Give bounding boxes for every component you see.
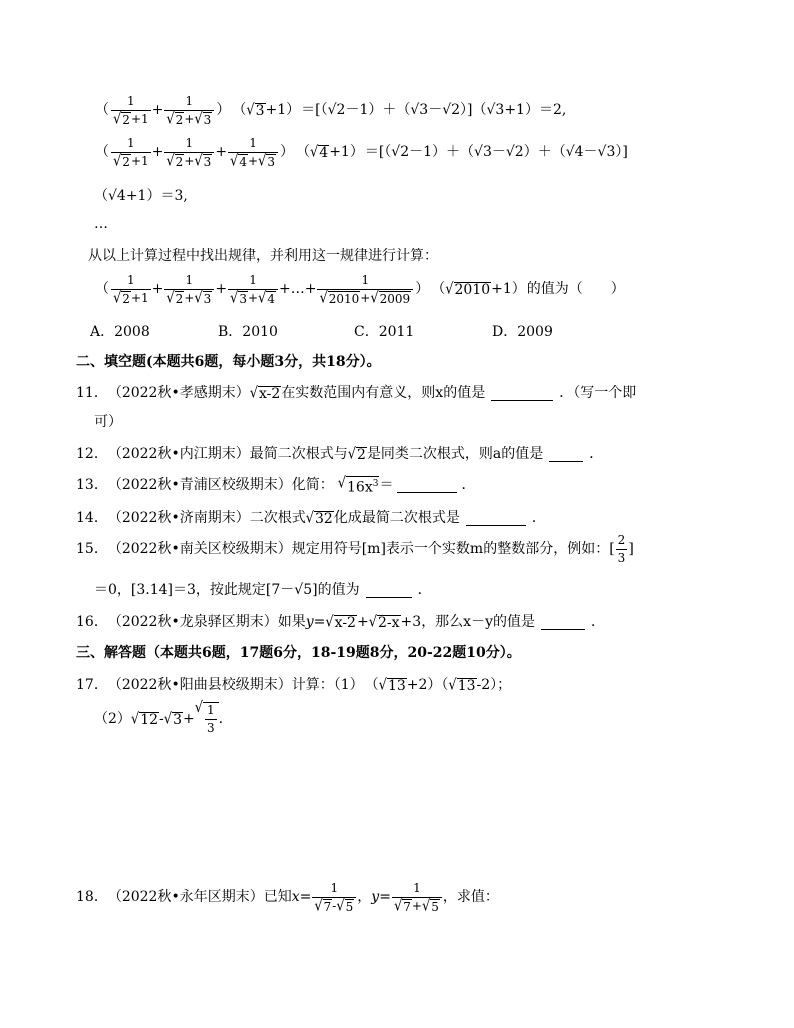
fraction: 1 √ 2 +1 [113, 135, 149, 170]
section-3-heading: 三、解答题（本题共6题，17题6分，18-19题8分，20-22题10分）。 [76, 645, 521, 661]
q10-tail: 的值为（ ） [526, 281, 625, 297]
q14-text-2: 化成最简二次根式是 [333, 510, 460, 526]
fraction: 1 √ 3 + √ 4 [228, 273, 278, 306]
q18-text: 已知 [263, 889, 292, 905]
q14-tail: ． [531, 510, 546, 526]
q13-number: 13． [76, 477, 108, 493]
q16-source: （2022秋•龙泉驿区期末） [107, 614, 278, 630]
question-15: 15． （2022秋•南关区校级期末） 规定用符号[m]表示一个实数m的整数部分，例如： [ $\frac{2}{3}$ ] [76, 532, 634, 565]
fraction: 1 √ 2 + √ 3 [164, 273, 214, 306]
question-13: 13． （2022秋•青浦区校级期末） 化简： √ $16x^3$ ＝ ． [76, 474, 476, 496]
fraction: 1 √ 7 + √ 5 [392, 881, 442, 914]
q16-tail: ． [591, 614, 605, 630]
q12-text-2: 是同类二次根式，则a的值是 [366, 446, 544, 462]
fraction-two-thirds: $\frac{2}{3}$ [617, 532, 626, 565]
q14-text-1: 二次根式 [249, 510, 306, 526]
q14-answer-blank[interactable] [466, 511, 526, 526]
q18-number: 18． [76, 889, 108, 905]
q10-instruction: 从以上计算过程中找出规律，并利用这一规律进行计算： [88, 248, 438, 264]
q15-number: 15． [76, 541, 108, 557]
q14-number: 14． [76, 510, 108, 526]
q13-source: （2022秋•青浦区校级期末） [107, 477, 292, 493]
fraction: 1 √ 2 +1 [113, 93, 149, 128]
option-b[interactable]: B．2010 [218, 324, 278, 340]
q16-answer-blank[interactable] [541, 615, 585, 630]
q11-number: 11． [76, 385, 108, 401]
ellipsis: … [94, 216, 108, 232]
question-17: 17． （2022秋•阳曲县校级期末） 计算：（1） （ √ 13 +2）（ √ 13 -2）； [76, 676, 512, 694]
fraction: 1 √ 4 + √ 3 [228, 136, 278, 169]
section-2-heading: 二、填空题(本题共6题，每小题3分，共18分）。 [76, 354, 381, 370]
q10-options [90, 320, 553, 344]
q14-source: （2022秋•济南期末） [107, 510, 250, 526]
example-2-rhs: ＝[（√2－1）＋（√3－√2）＋（√4－√3）] [364, 144, 628, 160]
example-1-rhs: ＝[（√2－1）＋（√3－√2）]（√3+1）＝2, [301, 102, 567, 118]
q12-text-1: 最简二次根式与 [249, 446, 348, 462]
q12-source: （2022秋•内江期末） [107, 446, 250, 462]
example-2-continued: （√4+1）＝3, [94, 188, 188, 204]
option-c[interactable]: C．2011 [354, 324, 415, 340]
question-17-part-2: （2） √ 12 - √ 3 + √ $\frac{1}{3}$ . [94, 699, 224, 735]
q17-text: 计算：（1） [291, 677, 364, 693]
q15-text: 规定用符号[m]表示一个实数m的整数部分，例如： [291, 541, 610, 557]
q13-tail: ． [461, 477, 476, 493]
fraction: 1 √ 2 +1 [113, 272, 149, 307]
option-a[interactable]: A．2008 [90, 324, 150, 340]
q18-source: （2022秋•永年区期末） [107, 889, 264, 905]
q15-source: （2022秋•南关区校级期末） [107, 541, 292, 557]
q12-tail: ． [589, 446, 604, 462]
q11-answer-blank[interactable] [491, 386, 553, 401]
q17-source: （2022秋•阳曲县校级期末） [107, 677, 292, 693]
question-18: 18． （2022秋•永年区期末） 已知 x = 1 √ 7 - √ 5 ， y = 1 √ 7 + √ 5 ，求值： [76, 880, 499, 915]
q12-answer-blank[interactable] [549, 447, 583, 462]
fraction: 1 √ 7 - √ 5 [312, 881, 356, 914]
fraction: 1 √ 2 + √ 3 [164, 94, 214, 127]
q17-number: 17． [76, 677, 108, 693]
q13-equals: ＝ [379, 477, 394, 493]
example-equation-2: （ 1 √ 2 +1 + 1 √ 2 + √ 3 + 1 √ 4 + √ 3 ） （ √ 4 +1） ＝[（√2－1）＋（√3－√2）＋（√4－√3）] [95, 135, 628, 170]
q12-number: 12． [76, 446, 108, 462]
example-equation-1: （ 1 √ 2 +1 + 1 √ 2 + √ 3 ） （ √ 3 +1） ＝[（√2－1）＋（√3－√2）]（√3+1）＝2, [95, 93, 567, 128]
q18-tail: ，求值： [442, 889, 499, 905]
question-14: 14． （2022秋•济南期末） 二次根式 √ 32 化成最简二次根式是 ． [76, 509, 546, 527]
question-15-continued [94, 578, 432, 602]
q15-answer-blank[interactable] [366, 583, 412, 598]
q13-answer-blank[interactable] [397, 478, 457, 493]
option-d[interactable]: D．2009 [492, 324, 553, 340]
q10-expression: （ 1 √ 2 +1 + 1 √ 2 + √ 3 + 1 √ 3 + √ 4 +…+ 1 √ 2010 + √ 2009 ） （ √ 2010 +1） 的值为（ ） [95, 272, 625, 307]
fraction: 1 √ 2010 + √ 2009 [317, 273, 413, 306]
q11-source: （2022秋•孝感期末） [107, 385, 250, 401]
question-16: 16． （2022秋•龙泉驿区期末） 如果 y = √ x-2 + √ 2-x +3 ，那么x－y的值是 ． [76, 613, 605, 631]
q15-line-2: ＝0，[3.14]＝3，按此规定[7－√5]的值为 [94, 582, 360, 598]
q11-text: 在实数范围内有意义，则x的值是 [281, 385, 486, 401]
q16-text-1: 如果 [277, 614, 306, 630]
q16-text-2: ，那么x－y的值是 [421, 614, 535, 630]
q11-continued: 可） [94, 414, 122, 430]
question-12: 12． （2022秋•内江期末） 最简二次根式与 √ 2 是同类二次根式，则a的值是 ． [76, 445, 604, 463]
q17-part-2-label: （2） [94, 711, 131, 727]
q13-text: 化简： [291, 477, 334, 493]
fraction: 1 √ 2 + √ 3 [164, 136, 214, 169]
question-11: 11． （2022秋•孝感期末） √ x-2 在实数范围内有意义，则x的值是 ．（写一个即 [76, 384, 637, 402]
q11-tail: ．（写一个即 [559, 385, 637, 401]
q15-tail: ． [417, 582, 432, 598]
q16-number: 16． [76, 614, 108, 630]
